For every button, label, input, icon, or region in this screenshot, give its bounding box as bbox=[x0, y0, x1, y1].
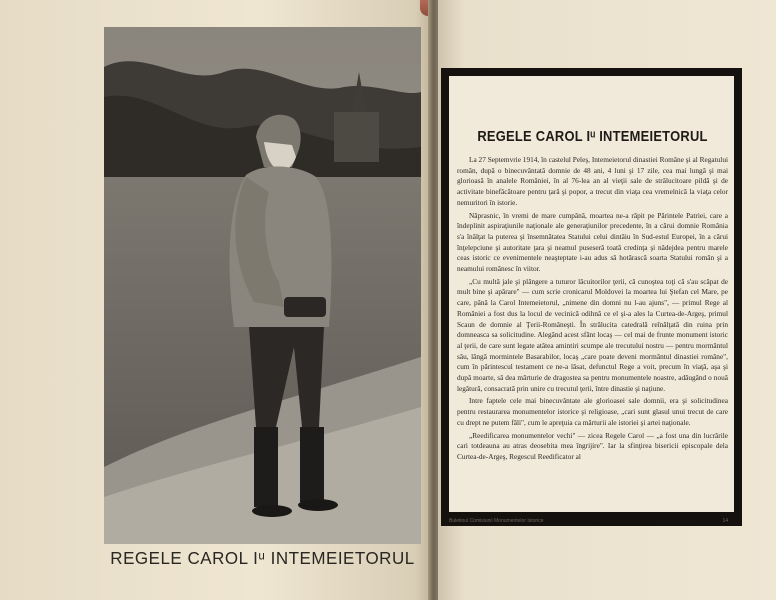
portrait-illustration bbox=[104, 27, 421, 544]
article-paragraph: Intre faptele cele mai binecuvântate ale glorioasei sale domnii, era şi solicitudinea pentru restaurarea monumentelor istorice şi religioase, „cari sunt glasul unui trecut de care cu drept ne putem făli", cum le apreţuia ca mărturii ale istoriei şi artei naţionale. bbox=[457, 396, 728, 427]
article-title: REGELE CAROL Iᵘ INTEMEIETORUL bbox=[477, 128, 708, 145]
page-number: 14 bbox=[722, 518, 728, 524]
king-portrait-photo bbox=[104, 27, 421, 544]
article-paragraph: Năprasnic, în vremi de mare cumpănă, moartea ne-a răpit pe Părintele Patriei, care a îndeplinit aspiraţiunile naţionale ale generaţiunilor precedente, în a cărui domnie România s'a înălţat la puterea şi însemnătatea Statului celui dintâiu în Sud-estul Europei, în a cărui înţelepciune şi autoritate ţara şi neamul puseseră toată credinţa şi nădejdea pentru marele ceas istoric ce evenimentele neaşteptate i-au adus să hotărască soarta Statului român şi a neamului românesc în viitor. bbox=[457, 210, 728, 274]
footer-journal-name: Buletinul Comisiunii Monumentelor Istorice bbox=[449, 518, 544, 524]
article-paragraph: „Cu multă jale şi plângere a tuturor lăcuitorilor ţerii, că cunoştea toţi că s'au scăpat de mult bine şi apărare" — cum scrie cronicarul Moldovei la moartea lui Ştefan cel Mare, pe care, până la Carol Intemeietorul, „nimene din domni nu l-au ajuns", — primul Rege al României a fost dus la locul de vecinică odihnă ce el şi-a ales la Curtea-de-Argeş, primul Scaun de domnie al Ţerii-Româneşti. În strălucita catedrală reînălţată din ruina prin domneasca sa solicitudine. Alegând acest sfânt locaş — cel mai de frunte monument istoric al ţerii, de care sunt legate atâtea amintiri scumpe ale trecutului nostru — pentru mormântul său, lângă mormintele Basarabilor, locaş „care poate deveni mormântul dinastiei române", cum în părintescul testament ce ne-a lăsat, defunctul Rege a voit, precum în viaţă, aşa şi după moarte, să dea mărturie de dragostea sa pentru monumentele noastre, adăugând o nouă legătură, consacrată prin unire cu trecutul ţerii, între dinastie şi naţiune. bbox=[457, 276, 728, 393]
article-text-block bbox=[449, 76, 734, 512]
article-paragraph: La 27 Septemvrie 1914, în castelul Peleş, Intemeietorul dinastiei Române şi al Regatului român, după o binecuvântată domnie de 48 ani, 4 luni şi 17 zile, cea mai lungă şi mai glorioasă în analele României, în al 76-lea an al vieţii sale de strălucitoare pildă şi de activitate binefăcătoare pentru ţară şi popor, a trecut din viaţa cea vremelnică la viaţa celor nemuritori în istorie. bbox=[457, 155, 728, 207]
mourning-border-frame bbox=[441, 68, 742, 526]
photo-caption: REGELE CAROL Iᵘ INTEMEIETORUL bbox=[110, 548, 415, 569]
article-paragraph: „Reedificarea monumentelor vechi" — zicea Regele Carol — „a fost una din lucrările cari totdeauna au atras deosebita mea îngrijire". Iar la sfinţirea bisericii episcopale dela Curtea-de-Argeş, Regescul Reedificator al bbox=[457, 430, 728, 461]
